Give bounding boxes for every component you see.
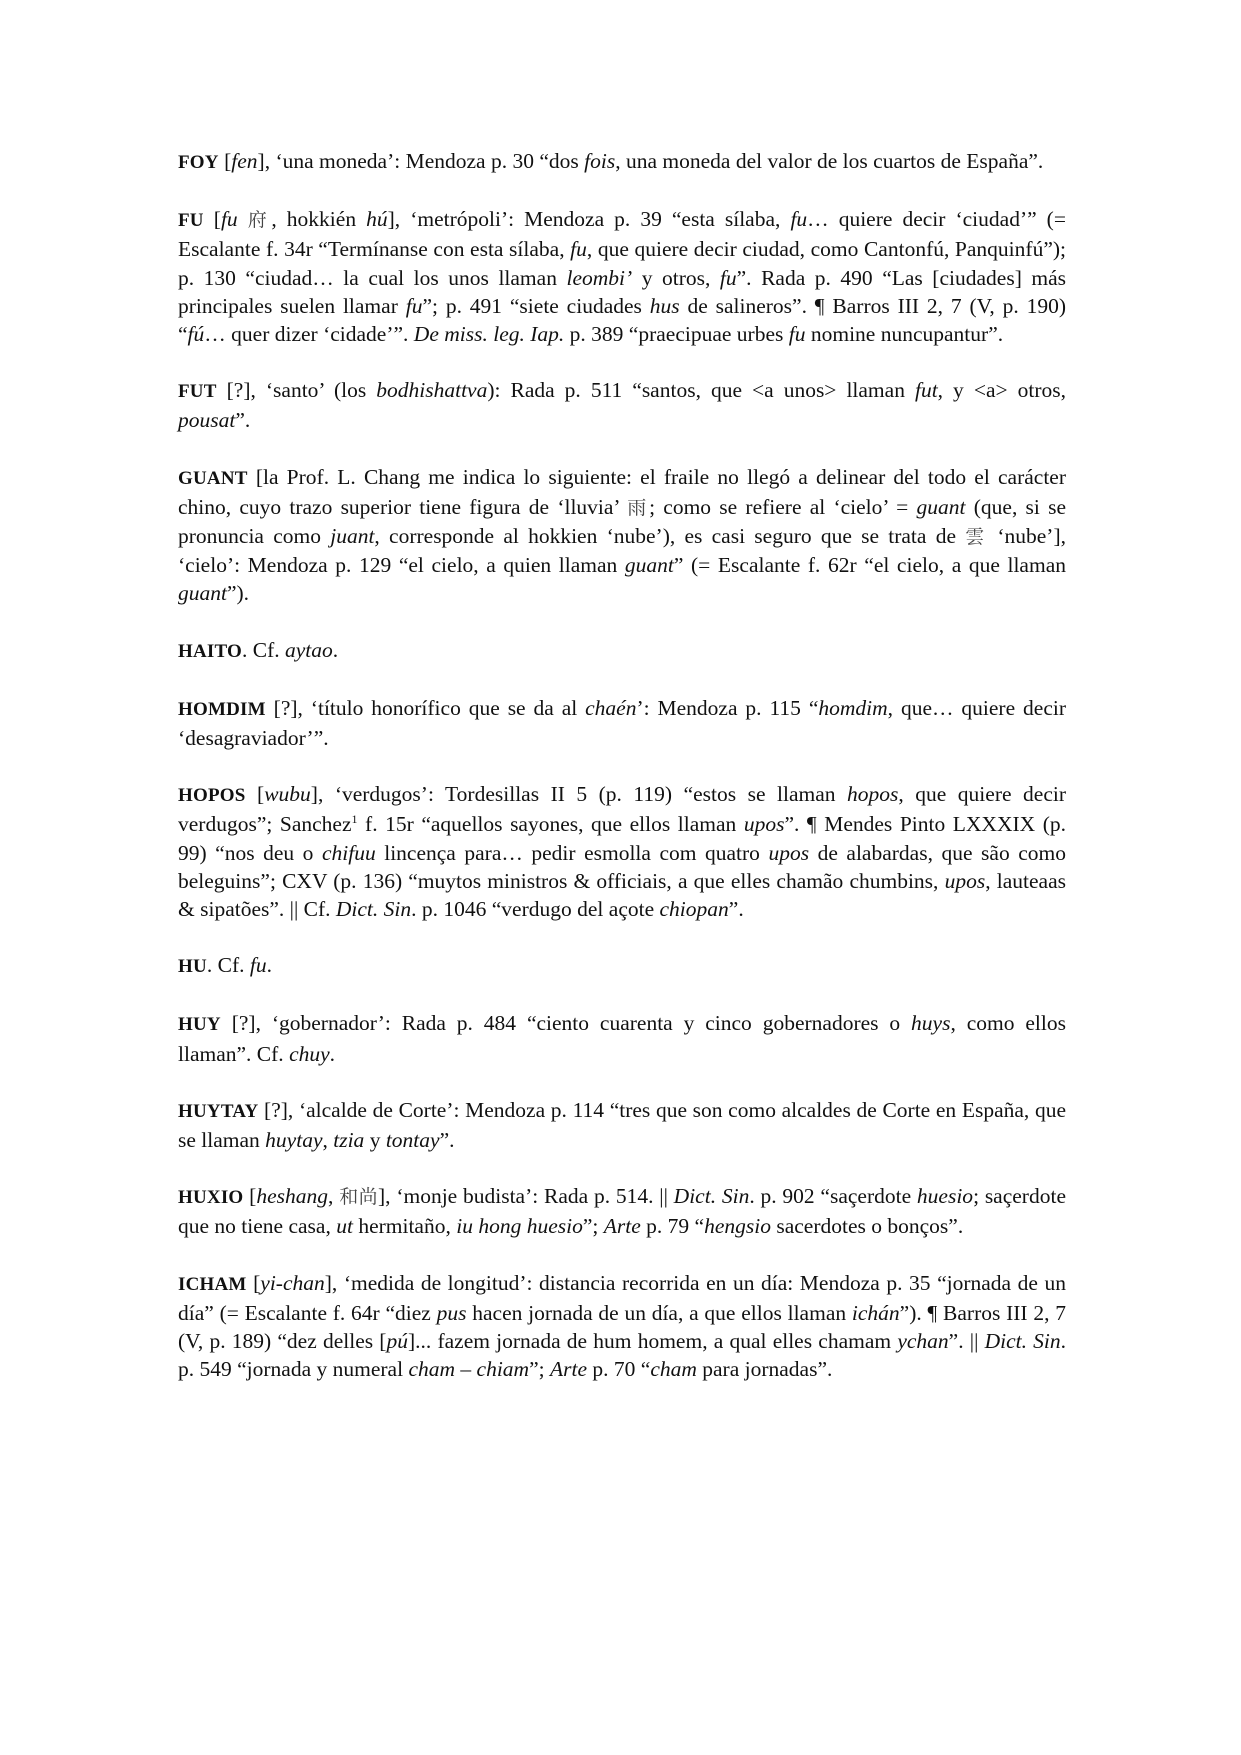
entry-text: ): Rada p. 511 “santos, que <a unos> llaman: [487, 378, 915, 403]
entry-text: ; como se refiere al ‘cielo’ =: [649, 494, 917, 519]
italic-term: ichán: [851, 1300, 900, 1325]
italic-term: chaén: [585, 695, 637, 720]
headword: HOPOS: [178, 785, 246, 807]
entry-text: ,: [328, 1184, 340, 1209]
entry-text: , corresponde al hokkien ‘nube’), es casi seguro que se trata de: [374, 524, 966, 549]
chinese-character: 和尚: [339, 1186, 378, 1209]
entry-text: ” (= Escalante f. 62r “el cielo, a que llaman: [673, 553, 1066, 578]
italic-term: cham: [408, 1357, 456, 1382]
italic-term: upos: [768, 840, 810, 865]
headword: HU: [178, 956, 207, 978]
entry-text: [?], ‘santo’ (los: [216, 378, 377, 403]
entry-text: , hokkién: [271, 207, 367, 232]
italic-term: guant: [624, 553, 674, 578]
entry-text: p. 389 “praecipuae urbes: [564, 322, 789, 347]
entry-text: [: [245, 782, 265, 807]
italic-term: pú: [386, 1329, 408, 1354]
entry-text: [: [246, 1270, 261, 1295]
entry-text: , y <a> otros,: [937, 378, 1067, 403]
entry-text: ”.: [439, 1128, 455, 1153]
entry-text: ], ‘verdugos’: Tordesillas II 5 (p. 119) “estos se llaman: [310, 782, 848, 807]
italic-term: fu: [790, 207, 808, 232]
entry-text: , que… quiere decir ‘desagraviador’”.: [178, 695, 1066, 751]
entry-text: … quiere decir ‘ciudad’” (= Escalante f. 34r “Termínanse con esta sílaba,: [178, 207, 1066, 262]
entry-text: de salineros”. ¶ Barros III 2, 7 (V, p. 190) “: [178, 293, 1066, 347]
entry-text: hacen jornada de un día, a que ellos llaman: [466, 1300, 852, 1325]
italic-term: chiopan: [659, 897, 729, 922]
entry-text: ”). ¶ Barros III 2, 7 (V, p. 189) “dez delles [: [178, 1300, 1066, 1354]
headword: HOMDIM: [178, 698, 266, 720]
italic-term: iu hong huesio: [456, 1214, 583, 1239]
italic-term: huys: [911, 1011, 951, 1036]
headword: HUY: [178, 1014, 221, 1036]
entry-text: y otros,: [632, 265, 720, 290]
italic-term: Arte: [603, 1214, 641, 1239]
italic-term: fú: [187, 322, 205, 347]
italic-term: ut: [336, 1214, 353, 1239]
entry-text: ”. ¶ Mendes Pinto LXXXIX (p. 99) “nos deu o: [178, 812, 1066, 865]
entry-text: [: [218, 149, 232, 173]
italic-term: fu: [719, 265, 737, 290]
entry-fut: [178, 376, 1066, 434]
italic-term: chiam: [476, 1357, 530, 1382]
entry-huxio: [178, 1182, 1066, 1240]
entry-text: … quer dizer ‘cidade’”.: [204, 322, 414, 347]
entry-text: , que quiere decir verdugos”; Sanchez: [178, 782, 1066, 837]
entry-text: , que quiere decir ciudad, como Cantonfú, Panquinfú”); p. 130 “ciudad… la cual los unos llaman: [178, 237, 1066, 290]
entry-text: de alabardas, que são como beleguins”; CXV (p. 136) “muytos ministros & officiais, a que elles chamão chumbins,: [178, 840, 1066, 893]
entry-text: ”;: [582, 1214, 604, 1239]
entry-text: ”.: [235, 408, 251, 433]
entry-text: , como ellos llaman”. Cf.: [178, 1011, 1066, 1066]
italic-term: fen: [231, 149, 258, 173]
entry-text: ‘nube’], ‘cielo’: Mendoza p. 129 “el cielo, a quien llaman: [178, 524, 1066, 578]
italic-term: upos: [944, 868, 986, 893]
dictionary-entries: [178, 147, 1066, 1412]
italic-term: tontay: [385, 1128, 440, 1153]
italic-term: Arte: [549, 1357, 588, 1382]
entry-hu: [178, 951, 1066, 981]
headword: GUANT: [178, 467, 248, 489]
italic-term: juant: [330, 524, 375, 549]
italic-term: guant: [178, 581, 227, 606]
entry-text: [?], ‘gobernador’: Rada p. 484 “ciento cuarenta y cinco gobernadores o: [220, 1011, 912, 1036]
headword: HAITO: [178, 640, 243, 662]
entry-text: ”).: [226, 581, 250, 606]
italic-term: wubu: [264, 782, 311, 807]
entry-text: [: [243, 1184, 257, 1209]
italic-term: Dict. Sin: [335, 897, 412, 922]
italic-term: hú: [366, 207, 388, 232]
italic-term: yi-chan: [260, 1270, 325, 1295]
entry-text: ”;: [529, 1357, 550, 1382]
headword: FU: [178, 210, 204, 232]
entry-text: . Cf.: [242, 637, 286, 662]
entry-hopos: [178, 780, 1066, 923]
italic-term: fut: [914, 378, 938, 403]
italic-term: pus: [436, 1300, 467, 1325]
italic-term: leombi’: [566, 265, 633, 290]
italic-term: heshang: [256, 1184, 329, 1209]
italic-term: fu: [249, 953, 267, 978]
entry-text: , lauteaas & sipatões”. || Cf.: [178, 868, 1066, 922]
entry-text: ; saçerdote que no tiene casa,: [178, 1184, 1066, 1239]
entry-text: p. 79 “: [640, 1214, 705, 1239]
italic-term: fu: [405, 293, 423, 318]
entry-text: [238, 207, 248, 231]
entry-text: ”; p. 491 “siete ciudades: [422, 293, 650, 318]
italic-term: huesio: [916, 1184, 974, 1209]
entry-text: p. 70 “: [587, 1357, 651, 1382]
entry-huy: [178, 1009, 1066, 1067]
entry-text: lincença para… pedir esmolla com quatro: [375, 840, 769, 865]
entry-homdim: [178, 694, 1066, 752]
italic-term: Dict. Sin: [984, 1329, 1061, 1354]
italic-term: aytao: [285, 637, 333, 662]
entry-text: hermitaño,: [352, 1214, 457, 1239]
entry-text: sacerdotes o bonços”.: [770, 1214, 964, 1239]
entry-text: [: [203, 207, 221, 232]
italic-term: huytay: [265, 1128, 323, 1153]
entry-text: .: [332, 637, 339, 662]
entry-text: [la Prof. L. Chang me indica lo siguiente: el fraile no llegó a delinear del todo el carácter chino, cuyo trazo superior tiene figura de ‘lluvia’: [178, 464, 1066, 519]
entry-text: . p. 1046 “verdugo del açote: [411, 897, 660, 922]
entry-text: ”. ||: [948, 1329, 985, 1354]
headword: FOY: [178, 152, 219, 173]
italic-term: tzia: [333, 1128, 365, 1153]
chinese-character: 府: [247, 209, 272, 232]
entry-text: [?], ‘título honorífico que se da al: [265, 695, 586, 720]
italic-term: De miss. leg. Iap.: [413, 322, 565, 347]
entry-foy: [178, 147, 1066, 177]
entry-text: ], ‘monje budista’: Rada p. 514. ||: [378, 1184, 674, 1209]
chinese-character: 雲: [965, 526, 989, 549]
italic-term: cham: [650, 1357, 697, 1382]
entry-icham: [178, 1269, 1066, 1384]
entry-text: f. 15r “aquellos sayones, que ellos llaman: [357, 812, 744, 837]
entry-fu: [178, 205, 1066, 348]
italic-term: fu: [570, 237, 587, 262]
chinese-character: 雨: [627, 496, 650, 519]
italic-term: pousat: [178, 408, 236, 433]
entry-text: . Cf.: [206, 953, 250, 978]
headword: FUT: [178, 381, 217, 403]
italic-term: chuy: [289, 1041, 330, 1066]
italic-term: bodhishattva: [376, 378, 488, 403]
entry-text: ’: Mendoza p. 115 “: [636, 695, 819, 720]
headword: HUXIO: [178, 1187, 244, 1209]
entry-haito: [178, 636, 1066, 666]
entry-guant: [178, 463, 1066, 608]
italic-term: hus: [649, 293, 680, 318]
entry-huytay: [178, 1096, 1066, 1154]
entry-text: ”.: [728, 897, 744, 922]
italic-term: guant: [916, 494, 966, 519]
italic-term: upos: [743, 812, 785, 837]
entry-text: ]... fazem jornada de hum homem, a qual elles chamam: [407, 1329, 898, 1354]
entry-text: . p. 902 “saçerdote: [749, 1184, 917, 1209]
entry-text: (que, si se pronuncia como: [178, 494, 1067, 549]
headword: ICHAM: [178, 1273, 247, 1295]
entry-text: ,: [322, 1128, 334, 1153]
footnote-ref: 1: [351, 812, 358, 827]
italic-term: fu: [788, 322, 806, 347]
entry-text: . p. 549 “jornada y numeral: [178, 1329, 1067, 1382]
entry-text: ], ‘medida de longitud’: distancia recorrida en un día: Mendoza p. 35 “jornada de un día” (= Escalante f. 64r “diez: [178, 1270, 1066, 1325]
entry-text: , una moneda del valor de los cuartos de España”.: [615, 149, 1044, 173]
italic-term: fu: [220, 207, 238, 232]
italic-term: Dict. Sin: [673, 1184, 750, 1209]
italic-term: ychan: [897, 1329, 949, 1354]
entry-text: para jornadas”.: [696, 1357, 833, 1382]
entry-text: –: [455, 1357, 477, 1382]
entry-text: nomine nuncupantur”.: [805, 322, 1004, 347]
italic-term: hopos: [847, 782, 899, 807]
entry-text: y: [364, 1128, 386, 1153]
headword: HUYTAY: [178, 1100, 259, 1122]
entry-text: [?], ‘alcalde de Corte’: Mendoza p. 114 “tres que son como alcaldes de Corte en España, que se llaman: [178, 1097, 1066, 1153]
entry-text: ”. Rada p. 490 “Las [ciudades] más principales suelen llamar: [178, 265, 1067, 318]
entry-text: .: [329, 1041, 336, 1066]
entry-text: ], ‘una moneda’: Mendoza p. 30 “dos: [257, 149, 585, 173]
italic-term: homdim: [818, 695, 888, 720]
italic-term: hengsio: [704, 1214, 771, 1239]
italic-term: fois: [584, 149, 616, 173]
entry-text: ], ‘metrópoli’: Mendoza p. 39 “esta sílaba,: [387, 207, 791, 232]
entry-text: .: [266, 953, 273, 978]
italic-term: chifuu: [321, 840, 376, 865]
